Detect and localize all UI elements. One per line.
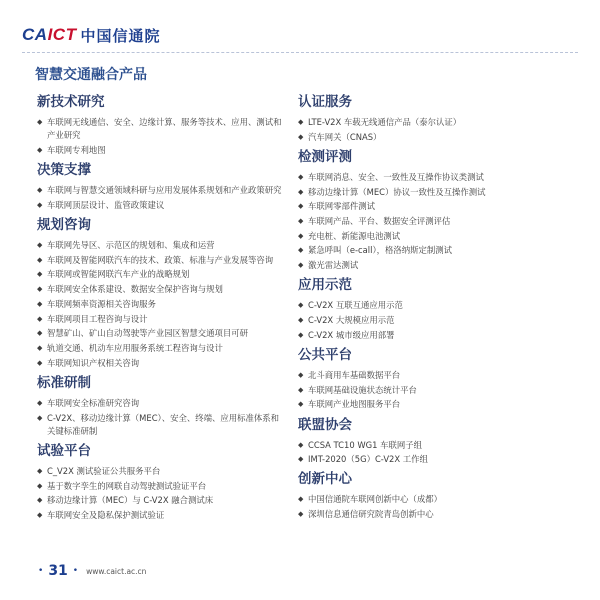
diamond-bullet-icon: ◆	[298, 202, 304, 211]
diamond-bullet-icon: ◆	[37, 255, 43, 264]
list-item	[37, 298, 287, 311]
diamond-bullet-icon: ◆	[298, 132, 304, 141]
header	[22, 22, 160, 48]
list-item	[298, 200, 560, 213]
section-title: 试验平台	[37, 442, 91, 459]
list-item-text: 车联网安全及隐私保护测试验证	[47, 510, 165, 521]
list-item	[298, 171, 560, 184]
diamond-bullet-icon: ◆	[298, 440, 304, 449]
list-item	[37, 494, 287, 507]
list-item	[37, 239, 287, 252]
section	[37, 162, 287, 212]
list-item	[298, 329, 560, 342]
diamond-bullet-icon: ◆	[37, 241, 43, 250]
list-item-text: 北斗商用车基础数据平台	[308, 369, 401, 380]
header-divider	[22, 52, 578, 53]
section	[298, 347, 560, 412]
diamond-bullet-icon: ◆	[298, 246, 304, 255]
section-title: 规划咨询	[37, 217, 91, 234]
diamond-bullet-icon: ◆	[298, 370, 304, 379]
logo-latin	[22, 25, 76, 45]
diamond-bullet-icon: ◆	[37, 200, 43, 209]
diamond-bullet-icon: ◆	[298, 231, 304, 240]
list-item-text: 紧急呼叫（e-call），格洛纳斯定制测试	[308, 245, 452, 256]
list-item-text: 车联网频率资源相关咨询服务	[47, 298, 156, 309]
diamond-bullet-icon: ◆	[37, 299, 43, 308]
section-title: 公共平台	[298, 346, 352, 363]
footer-bullet-icon: •	[72, 566, 79, 576]
left-column	[37, 94, 287, 527]
diamond-bullet-icon: ◆	[37, 466, 43, 475]
right-column	[298, 94, 560, 526]
section-title: 应用示范	[298, 277, 352, 294]
section	[298, 94, 560, 144]
diamond-bullet-icon: ◆	[298, 400, 304, 409]
diamond-bullet-icon: ◆	[298, 301, 304, 310]
diamond-bullet-icon: ◆	[37, 413, 43, 422]
list-item-text: 基于数字孪生的网联自动驾驶测试验证平台	[47, 480, 207, 491]
section	[37, 94, 287, 157]
list-item-text: 车联网零部件测试	[308, 201, 375, 212]
diamond-bullet-icon: ◆	[298, 385, 304, 394]
list-item	[37, 199, 287, 212]
diamond-bullet-icon: ◆	[37, 145, 43, 154]
list-item-text: 车联网产业地图服务平台	[308, 399, 401, 410]
list-item	[298, 244, 560, 257]
section	[298, 277, 560, 342]
diamond-bullet-icon: ◆	[37, 285, 43, 294]
section-list	[37, 239, 287, 370]
diamond-bullet-icon: ◆	[298, 316, 304, 325]
diamond-bullet-icon: ◆	[298, 217, 304, 226]
page-title: 智慧交通融合产品	[35, 67, 147, 83]
section	[298, 149, 560, 272]
list-item-text: 车联网安全体系建设、数据安全保护咨询与规划	[47, 284, 223, 295]
section-list	[298, 116, 560, 144]
list-item	[37, 509, 287, 522]
list-item	[298, 508, 560, 521]
section-title: 认证服务	[298, 94, 352, 110]
list-item	[37, 116, 287, 142]
logo-chinese: 中国信通院	[80, 26, 161, 45]
list-item	[298, 384, 560, 397]
list-item	[298, 259, 560, 272]
diamond-bullet-icon: ◆	[37, 186, 43, 195]
list-item-text: 智慧矿山、矿山自动驾驶等产业园区智慧交通项目可研	[47, 328, 248, 339]
section-title: 联盟协会	[298, 416, 352, 433]
footer	[38, 563, 146, 579]
list-item-text: 车联网无线通信、安全、边缘计算、服务等技术、应用、测试和产业研究	[47, 117, 282, 141]
list-item	[298, 439, 560, 452]
list-item-text: 车联网消息、安全、一致性及互操作协议类测试	[308, 171, 484, 182]
list-item-text: 车联网安全标准研究咨询	[47, 397, 140, 408]
section-list	[37, 184, 287, 212]
list-item	[298, 369, 560, 382]
list-item-text: 移动边缘计算（MEC）协议一致性及互操作测试	[308, 186, 486, 197]
list-item-text: 车联网及智能网联汽车的技术、政策、标准与产业发展等咨询	[47, 254, 274, 265]
list-item-text: LTE-V2X 车载无线通信产品（泰尔认证）	[308, 117, 462, 127]
list-item	[37, 313, 287, 326]
list-item-text: C-V2X 互联互通应用示范	[308, 300, 403, 311]
section	[37, 375, 287, 438]
list-item-text: 充电桩、新能源电池测试	[308, 230, 401, 241]
list-item	[37, 283, 287, 296]
diamond-bullet-icon: ◆	[37, 118, 43, 126]
list-item	[298, 230, 560, 243]
section-list	[298, 171, 560, 272]
list-item	[37, 465, 287, 478]
diamond-bullet-icon: ◆	[298, 330, 304, 339]
section-title: 创新中心	[298, 471, 352, 488]
diamond-bullet-icon: ◆	[298, 172, 304, 181]
list-item	[298, 453, 560, 466]
diamond-bullet-icon: ◆	[37, 314, 43, 323]
list-item-text: 车联网顶层设计、监管政策建议	[47, 199, 165, 210]
section-title: 新技术研究	[37, 94, 105, 110]
list-item	[298, 493, 560, 506]
list-item	[298, 215, 560, 228]
diamond-bullet-icon: ◆	[298, 261, 304, 270]
diamond-bullet-icon: ◆	[298, 118, 304, 126]
section	[37, 217, 287, 370]
list-item-text: 车联网与智慧交通领域科研与应用发展体系规划和产业政策研究	[47, 185, 282, 196]
diamond-bullet-icon: ◆	[37, 511, 43, 520]
diamond-bullet-icon: ◆	[298, 510, 304, 519]
section	[298, 471, 560, 521]
section-title: 决策支撑	[37, 162, 91, 179]
diamond-bullet-icon: ◆	[37, 398, 43, 407]
logo-latin-ca: CA	[22, 25, 48, 44]
section-list	[298, 299, 560, 342]
list-item-text: 移动边缘计算（MEC）与 C-V2X 融合测试床	[47, 495, 214, 506]
diamond-bullet-icon: ◆	[37, 481, 43, 490]
section-list	[37, 397, 287, 438]
list-item-text: 车联网知识产权相关咨询	[47, 357, 140, 368]
section	[37, 443, 287, 522]
diamond-bullet-icon: ◆	[37, 343, 43, 352]
footer-bullet-icon: •	[38, 566, 44, 576]
list-item-text: 车联网或智能网联汽车产业的战略规划	[47, 269, 190, 280]
list-item	[37, 412, 287, 438]
footer-url: www.caict.ac.cn	[86, 566, 147, 576]
list-item-text: CCSA TC10 WG1 车联网子组	[308, 439, 422, 450]
section-title: 标准研制	[37, 374, 91, 391]
list-item	[37, 254, 287, 267]
list-item-text: 车联网项目工程咨询与设计	[47, 313, 148, 324]
list-item	[298, 299, 560, 312]
list-item-text: 轨道交通、机动车应用服务系统工程咨询与设计	[47, 342, 223, 353]
section-title: 检测评测	[298, 148, 352, 165]
list-item-text: 车联网先导区、示范区的规划和、集成和运营	[47, 240, 215, 251]
list-item	[298, 314, 560, 327]
section-list	[298, 439, 560, 467]
section-list	[37, 116, 287, 157]
list-item-text: 中国信通院车联网创新中心（成都）	[308, 494, 442, 505]
section-list	[298, 493, 560, 521]
list-item	[37, 268, 287, 281]
diamond-bullet-icon: ◆	[37, 329, 43, 338]
diamond-bullet-icon: ◆	[37, 496, 43, 505]
list-item	[37, 480, 287, 493]
list-item-text: C-V2X 城市级应用部署	[308, 329, 395, 340]
list-item-text: C-V2X、移动边缘计算（MEC）、安全、终端、应用标准体系和关键标准研制	[47, 412, 279, 436]
list-item	[298, 116, 560, 129]
list-item	[298, 186, 560, 199]
list-item	[37, 397, 287, 410]
list-item-text: 汽车网关（CNAS）	[308, 131, 382, 142]
list-item-text: 激光雷达测试	[308, 260, 359, 271]
diamond-bullet-icon: ◆	[37, 358, 43, 367]
list-item	[298, 398, 560, 411]
list-item	[37, 342, 287, 355]
list-item-text: 车联网专利地图	[47, 144, 106, 155]
list-item	[37, 144, 287, 157]
caict-logo	[22, 25, 160, 46]
diamond-bullet-icon: ◆	[298, 455, 304, 464]
diamond-bullet-icon: ◆	[298, 187, 304, 196]
list-item	[37, 184, 287, 197]
diamond-bullet-icon: ◆	[37, 270, 43, 279]
section	[298, 417, 560, 467]
section-list	[37, 465, 287, 522]
section-list	[298, 369, 560, 412]
list-item-text: C_V2X 测试验证公共服务平台	[47, 465, 161, 476]
list-item	[37, 357, 287, 370]
list-item-text: 车联网基础设施状态统计平台	[308, 384, 417, 395]
diamond-bullet-icon: ◆	[298, 495, 304, 504]
logo-latin-ict: ICT	[47, 25, 77, 44]
list-item-text: 深圳信息通信研究院青岛创新中心	[308, 509, 434, 520]
list-item-text: 车联网产品、平台、数据安全评测评估	[308, 216, 451, 227]
list-item-text: C-V2X 大规模应用示范	[308, 315, 395, 326]
page-number: 31	[48, 563, 68, 579]
list-item-text: IMT-2020（5G）C-V2X 工作组	[308, 454, 428, 465]
list-item	[298, 131, 560, 144]
list-item	[37, 327, 287, 340]
